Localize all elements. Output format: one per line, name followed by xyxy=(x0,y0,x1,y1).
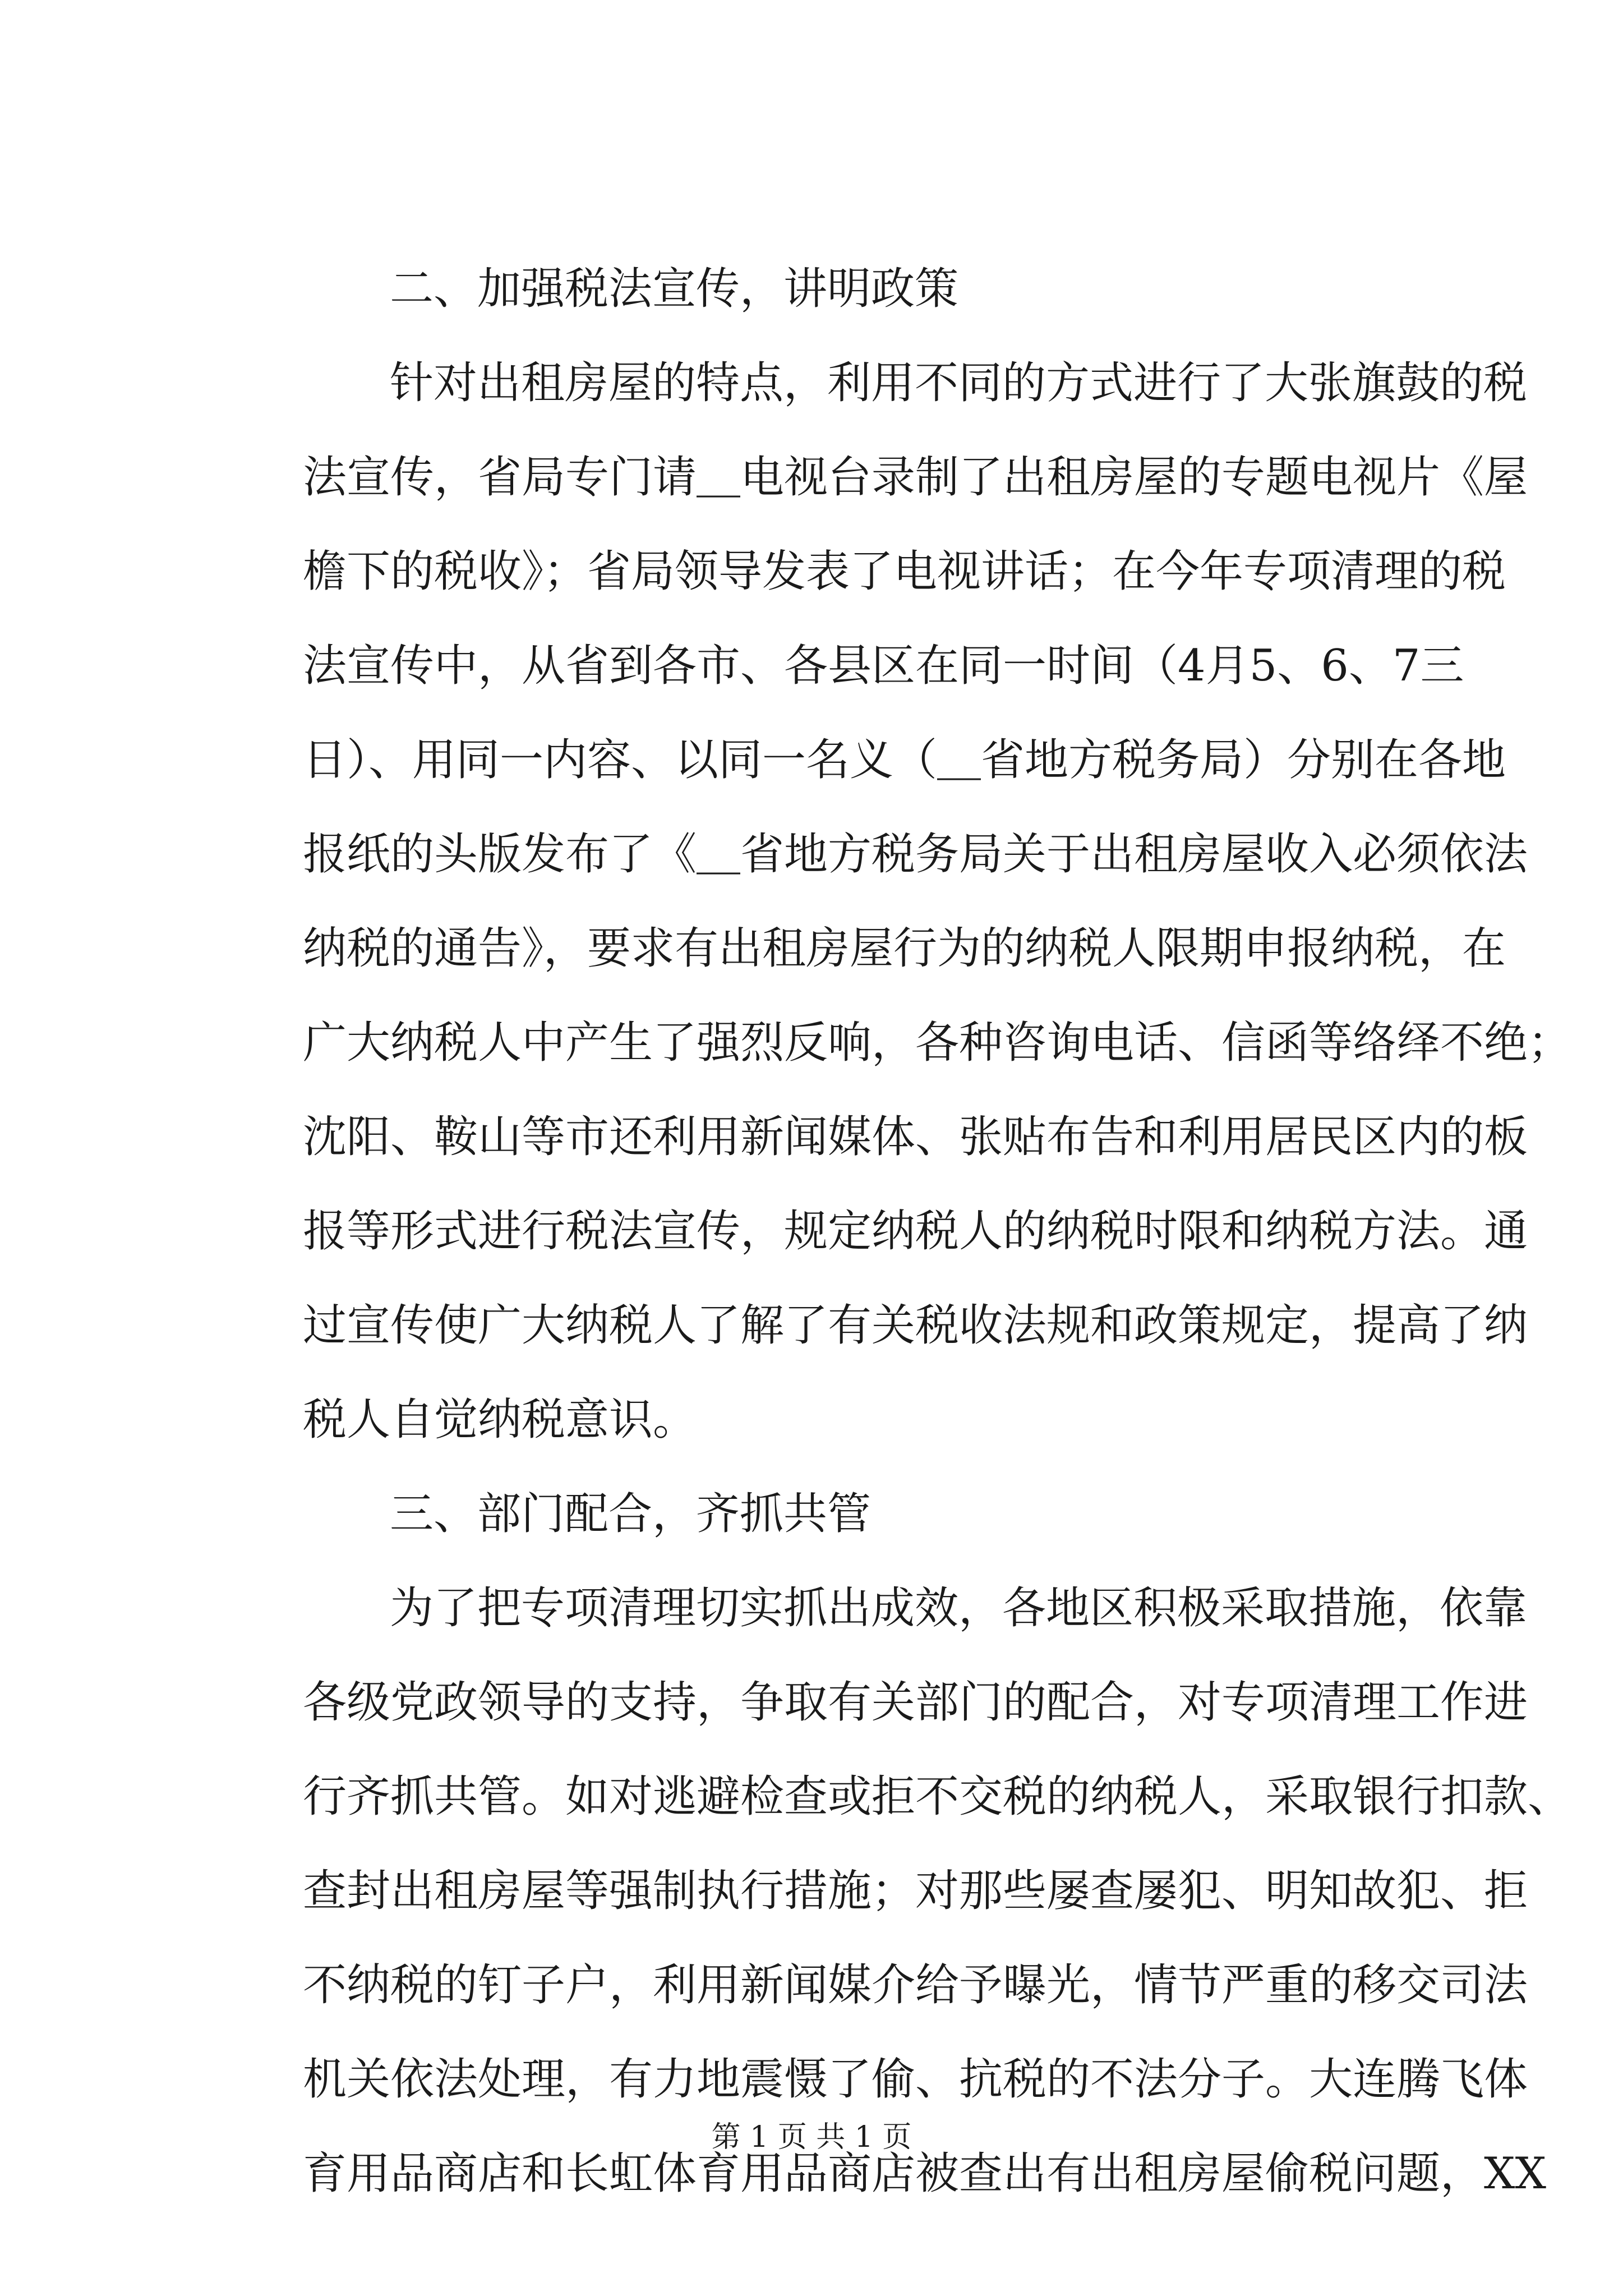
paragraph-line: 针对出租房屋的特点，利用不同的方式进行了大张旗鼓的税 xyxy=(390,358,1528,408)
paragraph-line: 过宣传使广大纳税人了解了有关税收法规和政策规定，提高了纳 xyxy=(303,1300,1528,1351)
paragraph-line: 育用品商店和长虹体育用品商店被查出有出租房屋偷税问题，XX xyxy=(303,2148,1547,2199)
paragraph-line: 报纸的头版发布了《＿省地方税务局关于出租房屋收入必须依法 xyxy=(303,829,1528,880)
section-heading-3: 三、部门配合，齐抓共管 xyxy=(390,1489,872,1539)
paragraph-line: 税人自觉纳税意识。 xyxy=(303,1395,697,1445)
paragraph-line: 不纳税的钉子户，利用新闻媒介给予曝光，情节严重的移交司法 xyxy=(303,1960,1528,2010)
paragraph-line: 各级党政领导的支持，争取有关部门的配合，对专项清理工作进 xyxy=(303,1677,1528,1728)
paragraph-line: 纳税的通告》，要求有出租房屋行为的纳税人限期申报纳税，在 xyxy=(303,923,1506,974)
page-number-footer: 第 1 页 共 1 页 xyxy=(711,2120,912,2154)
paragraph-line: 沈阳、鞍山等市还利用新闻媒体、张贴布告和利用居民区内的板 xyxy=(303,1112,1528,1162)
paragraph-line: 广大纳税人中产生了强烈反响，各种咨询电话、信函等络绎不绝； xyxy=(303,1018,1572,1068)
document-body xyxy=(303,264,1572,2243)
paragraph-line: 檐下的税收》；省局领导发表了电视讲话；在今年专项清理的税 xyxy=(303,546,1506,597)
paragraph-line: 法宣传中，从省到各市、各县区在同一时间（4月5、6、7三 xyxy=(303,641,1464,691)
paragraph-line: 日）、用同一内容、以同一名义（＿省地方税务局）分别在各地 xyxy=(303,735,1506,785)
paragraph-line: 行齐抓共管。如对逃避检查或拒不交税的纳税人，采取银行扣款、 xyxy=(303,1772,1572,1822)
paragraph-line: 为了把专项清理切实抓出成效，各地区积极采取措施，依靠 xyxy=(390,1583,1528,1634)
paragraph-line: 查封出租房屋等强制执行措施；对那些屡查屡犯、明知故犯、拒 xyxy=(303,1866,1528,1916)
section-heading-2: 二、加强税法宣传，讲明政策 xyxy=(390,264,959,314)
paragraph-line: 法宣传，省局专门请＿电视台录制了出租房屋的专题电视片《屋 xyxy=(303,452,1528,503)
paragraph-line: 机关依法处理，有力地震慑了偷、抗税的不法分子。大连腾飞体 xyxy=(303,2054,1528,2105)
paragraph-line: 报等形式进行税法宣传，规定纳税人的纳税时限和纳税方法。通 xyxy=(303,1206,1528,1257)
